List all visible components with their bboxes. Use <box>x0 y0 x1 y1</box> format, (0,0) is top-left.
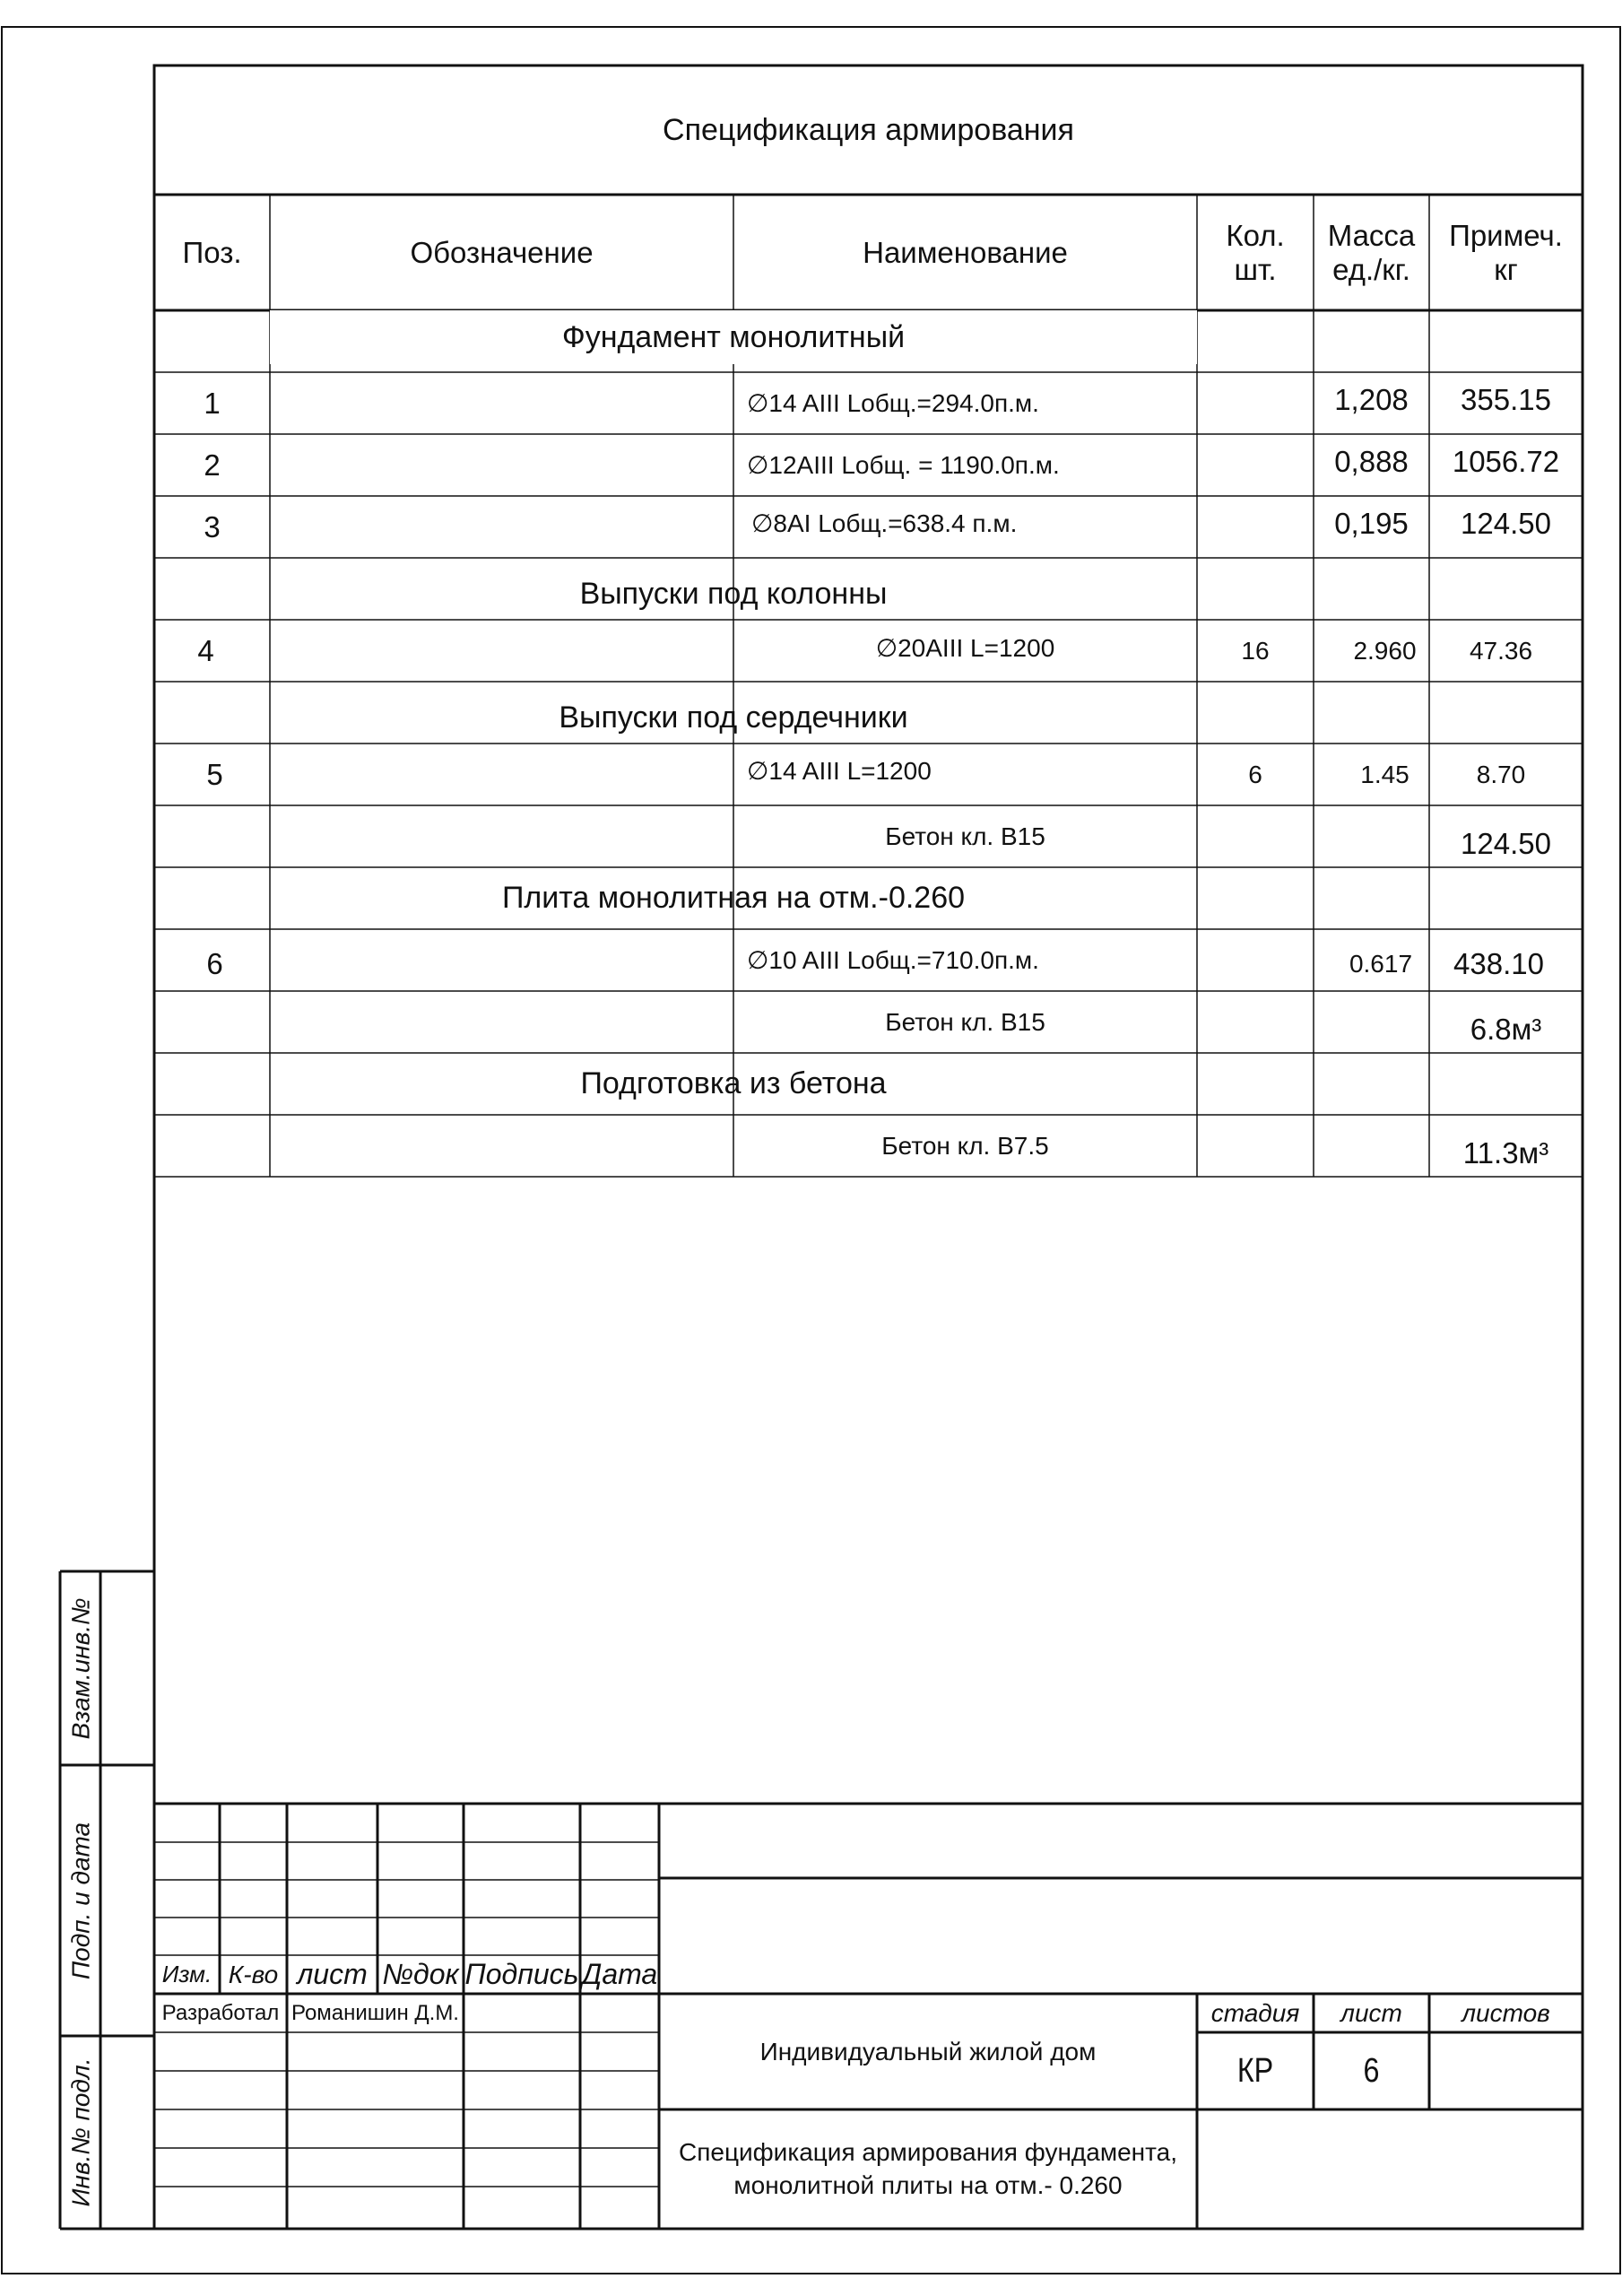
table-row-note: 11.3м³ <box>1462 1135 1549 1170</box>
stamp-razrabotal: Разработал <box>161 2000 280 2025</box>
header-mass <box>1314 195 1429 310</box>
stamp-author: Романишин Д.М. <box>291 2000 459 2025</box>
table-row-name: ∅14 AIII Lобщ.=294.0п.м. <box>747 389 1039 417</box>
stamp-sheet-title-line2: монолитной плиты на отм.- 0.260 <box>733 2170 1123 2199</box>
stamp-stadia-value: КР <box>1236 2051 1274 2090</box>
table-row-note: 124.50 <box>1461 826 1551 860</box>
table-row-mass: 1.45 <box>1360 760 1409 788</box>
header-mass-line1: Масса <box>1327 218 1416 252</box>
table-row-mass: 2.960 <box>1353 636 1417 665</box>
header-note-line2: кг <box>1494 252 1518 286</box>
stamp-sheet-title <box>659 2109 1197 2229</box>
table-row-mass: 0,195 <box>1334 506 1409 540</box>
section-heading: Фундамент монолитный <box>270 310 1197 364</box>
table-row-pos: 5 <box>206 757 223 791</box>
header-mass-line2: ед./кг. <box>1332 252 1410 286</box>
table-row-note: 1056.72 <box>1452 444 1560 478</box>
table-row-note: 438.10 <box>1453 946 1544 980</box>
side-label-podp: Подп. и дата <box>66 1822 94 1980</box>
table-row-pos: 2 <box>204 448 221 482</box>
table-row-qty: 6 <box>1248 760 1262 788</box>
stamp-sheet-title-line1: Спецификация армирования фундамента, <box>679 2138 1177 2167</box>
table-row-note: 6.8м³ <box>1470 1012 1542 1046</box>
table-row-qty: 16 <box>1241 636 1270 665</box>
stamp-list-label: лист <box>1340 1998 1402 2027</box>
table-row-note: 8.70 <box>1476 760 1526 788</box>
stamp-col-podpis: Подпись <box>464 1958 579 1990</box>
stamp-listov-label: листов <box>1462 1998 1550 2027</box>
table-row-name: ∅12AIII Lобщ. = 1190.0п.м. <box>747 451 1060 479</box>
section-heading: Выпуски под колонны <box>579 576 888 611</box>
side-label-vzam: Взам.инв.№ <box>66 1597 94 1740</box>
side-label-inv: Инв.№ подл. <box>66 2057 94 2207</box>
header-designation: Обозначение <box>410 235 594 269</box>
table-row-pos: 4 <box>197 633 214 667</box>
table-row-pos: 1 <box>204 386 221 420</box>
table-row-name: Бетон кл. B7.5 <box>881 1131 1049 1160</box>
stamp-col-list: лист <box>297 1958 368 1990</box>
stamp-listov-value <box>1429 2032 1583 2109</box>
stamp-col-ndok: №док <box>382 1958 459 1990</box>
table-row-name: Бетон кл. B15 <box>885 822 1045 850</box>
header-pos: Поз. <box>182 235 242 269</box>
table-row-name: Бетон кл. B15 <box>885 1007 1045 1036</box>
table-row-name: ∅8AI Lобщ.=638.4 п.м. <box>751 509 1018 537</box>
table-row-note: 124.50 <box>1461 506 1551 540</box>
stamp-col-izm: Изм. <box>161 1961 213 1987</box>
stamp-col-data: Дата <box>581 1958 658 1990</box>
table-row-note: 47.36 <box>1469 636 1533 665</box>
section-heading: Выпуски под сердечники <box>559 700 908 735</box>
header-note <box>1429 195 1583 310</box>
header-qty-line1: Кол. <box>1226 218 1285 252</box>
table-row-mass: 1,208 <box>1334 382 1409 416</box>
table-row-mass: 0,888 <box>1334 444 1409 478</box>
table-row-pos: 6 <box>206 946 223 980</box>
header-name: Наименование <box>863 235 1068 269</box>
table-row-name: ∅20AIII L=1200 <box>875 634 1055 662</box>
stamp-col-kvo: К-во <box>228 1960 279 1988</box>
section-heading: Подготовка из бетона <box>580 1066 887 1100</box>
stamp-project: Индивидуальный жилой дом <box>759 2037 1097 2066</box>
section-heading: Плита монолитная на отм.-0.260 <box>501 881 966 915</box>
table-row-name: ∅10 AIII Lобщ.=710.0п.м. <box>747 946 1039 974</box>
table-row-mass: 0.617 <box>1349 949 1413 978</box>
table-row-note: 355.15 <box>1461 382 1551 416</box>
stamp-list-value: 6 <box>1363 2051 1380 2090</box>
header-qty-line2: шт. <box>1234 252 1277 286</box>
table-row-name: ∅14 AIII L=1200 <box>747 757 932 785</box>
header-qty <box>1197 195 1314 310</box>
spec-title: Спецификация армирования <box>663 112 1074 147</box>
table-row-pos: 3 <box>204 509 221 544</box>
header-note-line1: Примеч. <box>1449 218 1563 252</box>
stamp-stadia-label: стадия <box>1210 1998 1300 2027</box>
